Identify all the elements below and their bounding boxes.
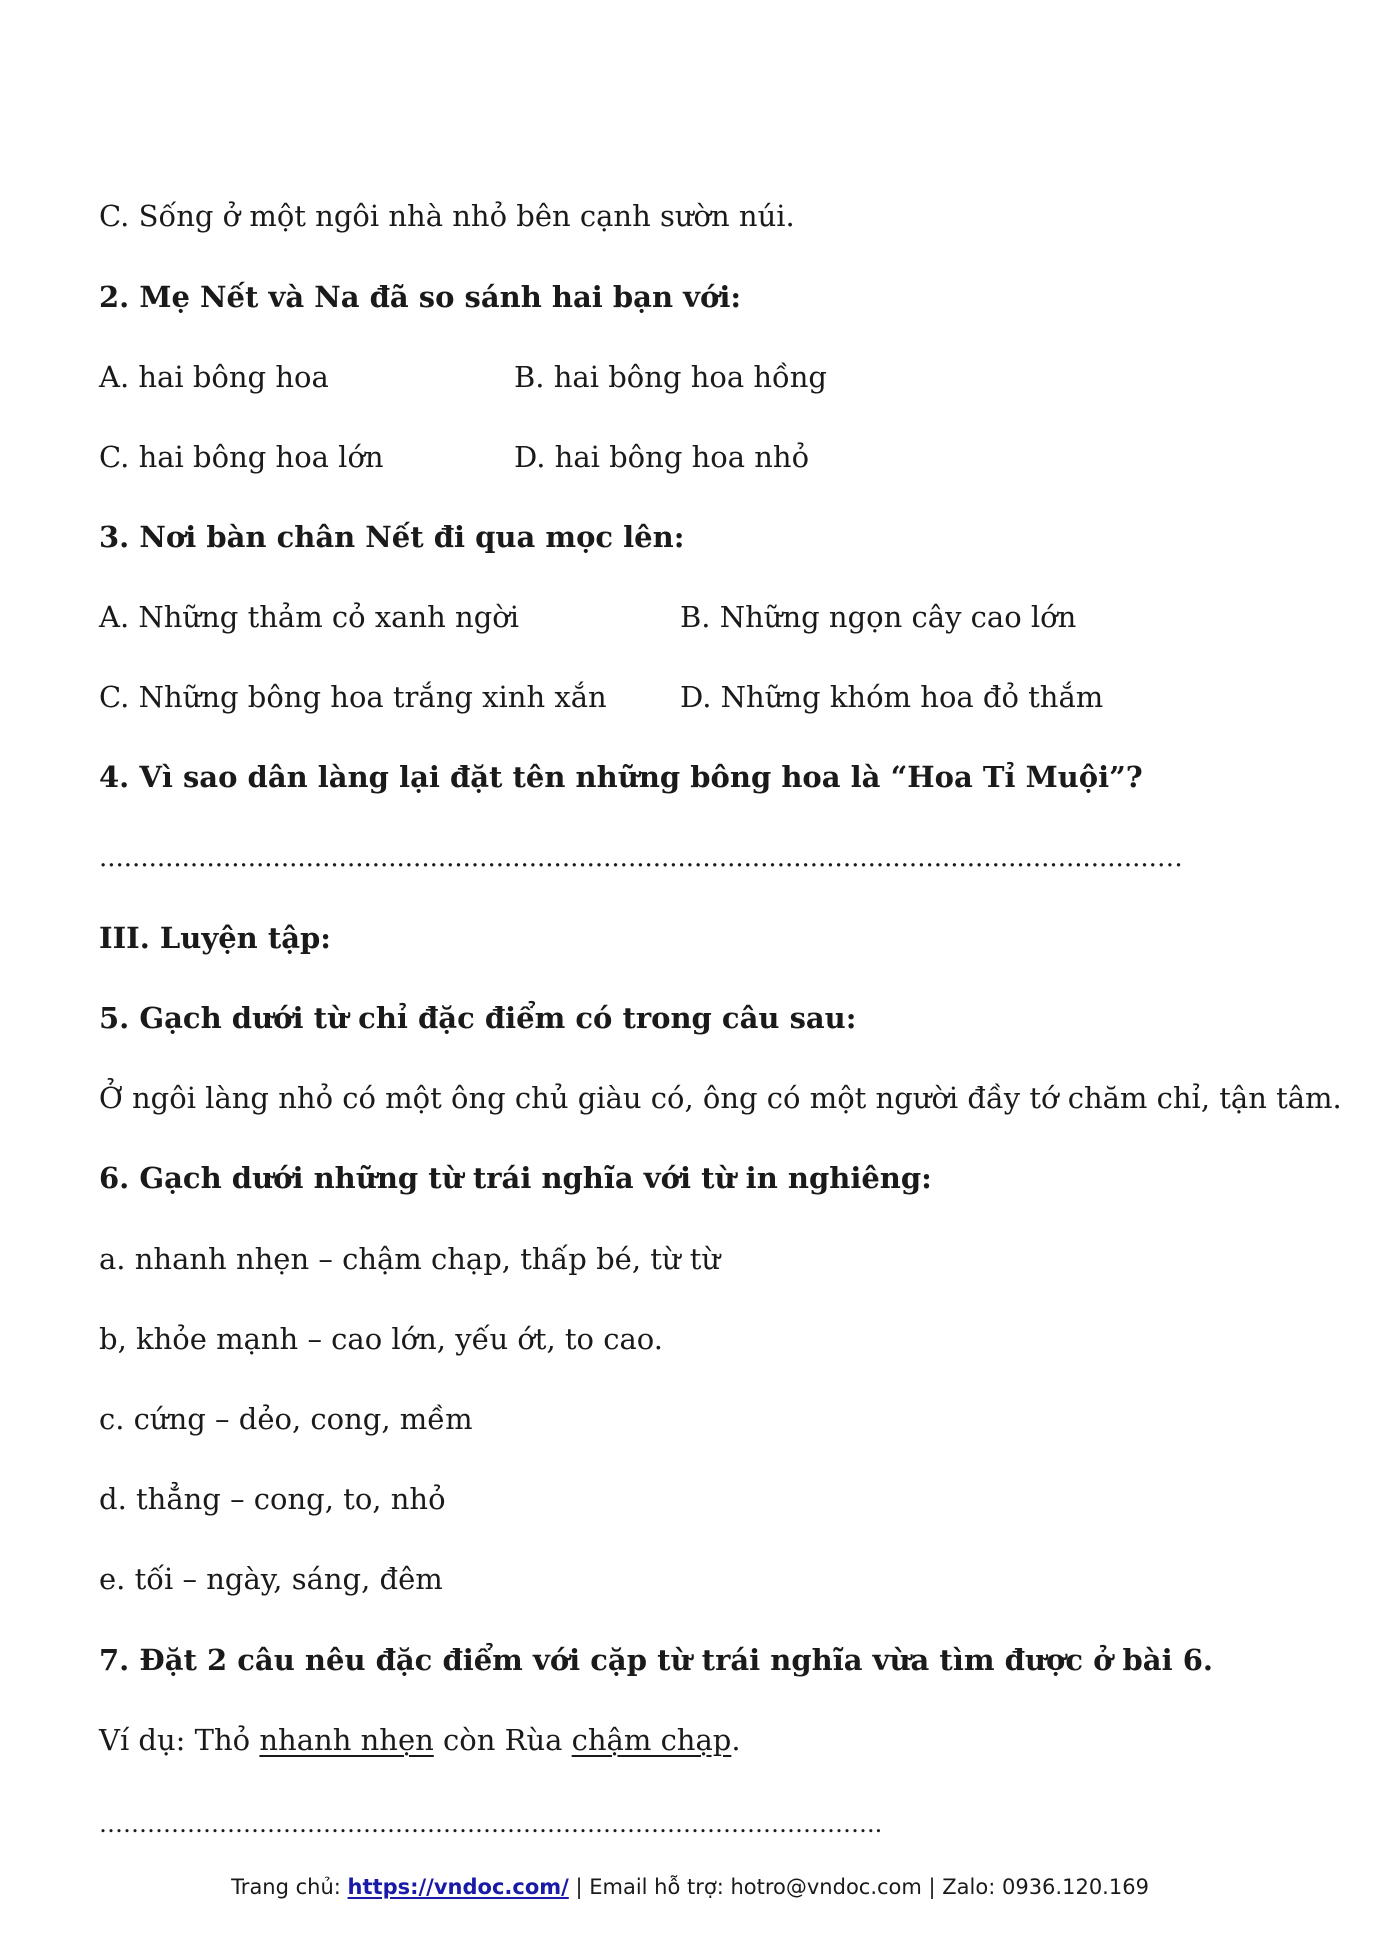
q7-example-suffix: . <box>731 1723 741 1757</box>
footer-home-link[interactable]: https://vndoc.com/ <box>347 1875 569 1899</box>
q5-title: 5. Gạch dưới từ chỉ đặc điểm có trong câu sau: <box>99 1001 857 1035</box>
q3-option-a: A. Những thảm cỏ xanh ngời <box>99 600 520 634</box>
q3-option-d: D. Những khóm hoa đỏ thắm <box>680 680 1104 714</box>
q3-option-row-1 <box>99 597 1077 637</box>
q6-item-c: c. cứng – dẻo, cong, mềm <box>99 1402 473 1436</box>
q2-option-c: C. hai bông hoa lớn <box>99 440 384 474</box>
q3-option-row-2 <box>99 677 1104 717</box>
q3-option-b: B. Những ngọn cây cao lớn <box>680 600 1077 634</box>
q4-answer-line: ................................................................................................................................… <box>99 843 1183 873</box>
q3-option-c: C. Những bông hoa trắng xinh xắn <box>99 680 607 714</box>
footer-home-label: Trang chủ: <box>231 1875 348 1899</box>
q2-title: 2. Mẹ Nết và Na đã so sánh hai bạn với: <box>99 280 742 314</box>
q1-option-c: C. Sống ở một ngôi nhà nhỏ bên cạnh sườn núi. <box>99 199 795 233</box>
q7-example-middle: còn Rùa <box>433 1723 572 1757</box>
section-3-title: III. Luyện tập: <box>99 921 332 955</box>
q2-option-row-2 <box>99 437 810 477</box>
q4-title: 4. Vì sao dân làng lại đặt tên những bông hoa là “Hoa Tỉ Muội”? <box>99 760 1143 794</box>
q6-item-b: b, khỏe mạnh – cao lớn, yếu ớt, to cao. <box>99 1322 663 1356</box>
q6-item-a: a. nhanh nhẹn – chậm chạp, thấp bé, từ từ <box>99 1242 721 1276</box>
page-footer <box>0 1872 1380 1902</box>
q2-option-d: D. hai bông hoa nhỏ <box>514 440 810 474</box>
footer-contact-info: | Email hỗ trợ: hotro@vndoc.com | Zalo: 0936.120.169 <box>568 1875 1149 1899</box>
q2-option-b: B. hai bông hoa hồng <box>514 360 827 394</box>
q7-title: 7. Đặt 2 câu nêu đặc điểm với cặp từ trái nghĩa vừa tìm được ở bài 6. <box>99 1643 1213 1677</box>
q7-example-word-1: nhanh nhẹn <box>259 1723 434 1757</box>
q6-item-d: d. thẳng – cong, to, nhỏ <box>99 1482 446 1516</box>
q3-title: 3. Nơi bàn chân Nết đi qua mọc lên: <box>99 520 685 554</box>
q7-example <box>99 1720 741 1760</box>
q6-title: 6. Gạch dưới những từ trái nghĩa với từ in nghiêng: <box>99 1161 932 1195</box>
q7-example-word-2: chậm chạp <box>571 1723 732 1757</box>
q7-answer-line: …………………………………………………………………………………….. <box>99 1810 883 1838</box>
q5-sentence: Ở ngôi làng nhỏ có một ông chủ giàu có, ông có một người đầy tớ chăm chỉ, tận tâm. <box>99 1081 1342 1115</box>
q6-item-e: e. tối – ngày, sáng, đêm <box>99 1562 443 1596</box>
q2-option-a: A. hai bông hoa <box>99 360 329 394</box>
q2-option-row-1 <box>99 357 827 397</box>
q7-example-prefix: Ví dụ: Thỏ <box>99 1723 260 1757</box>
